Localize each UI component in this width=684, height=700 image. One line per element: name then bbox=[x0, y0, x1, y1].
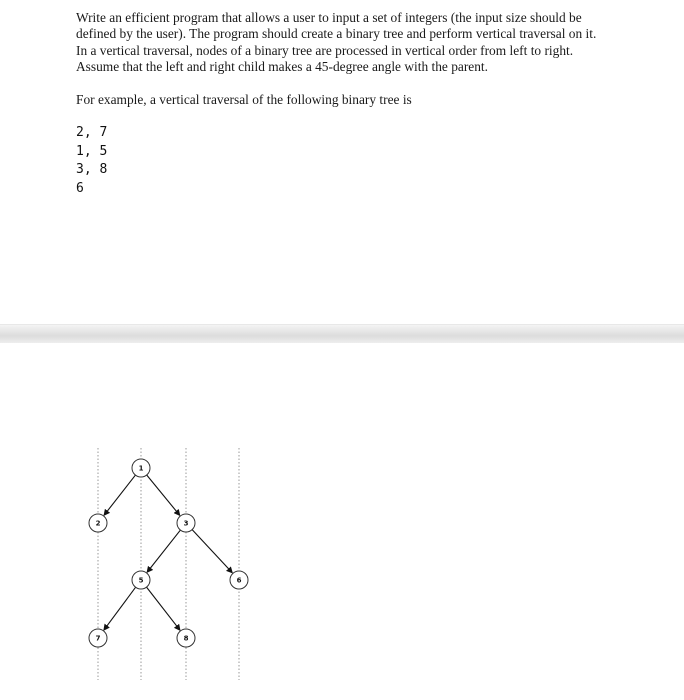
tree-node-label: 2 bbox=[95, 519, 101, 528]
tree-node-3 bbox=[177, 514, 195, 532]
problem-line-4: Assume that the left and right child makes a 45-degree angle with the parent. bbox=[76, 58, 488, 74]
problem-line-1: Write an efficient program that allows a user to input a set of integers (the input size should be bbox=[76, 10, 582, 25]
tree-node-7 bbox=[89, 629, 107, 647]
tree-node-label: 8 bbox=[183, 634, 189, 643]
output-line-3: 3, 8 bbox=[76, 162, 108, 177]
tree-edge-n1-n3 bbox=[147, 475, 180, 515]
binary-tree-diagram bbox=[0, 440, 684, 680]
output-line-2: 1, 5 bbox=[76, 143, 108, 159]
tree-edge-n1-n2 bbox=[104, 475, 135, 515]
tree-node-8 bbox=[177, 629, 195, 647]
traversal-output bbox=[76, 124, 107, 198]
tree-edge-n3-n6 bbox=[192, 530, 232, 573]
tree-edge-n5-n8 bbox=[147, 587, 180, 630]
output-line-1: 2, 7 bbox=[76, 125, 108, 140]
example-intro: For example, a vertical traversal of the following binary tree is bbox=[76, 92, 412, 107]
problem-line-2: defined by the user). The program should create a binary tree and perform vertical traversal on it. bbox=[76, 26, 597, 42]
tree-node-label: 3 bbox=[183, 519, 189, 528]
problem-line-3: In a vertical traversal, nodes of a binary tree are processed in vertical order from left to right. bbox=[76, 42, 574, 58]
tree-edge-n3-n5 bbox=[147, 530, 180, 572]
problem-statement bbox=[76, 10, 636, 75]
tree-node-label: 1 bbox=[138, 464, 144, 473]
output-line-4: 6 bbox=[76, 180, 84, 196]
tree-node-1 bbox=[132, 459, 150, 477]
tree-node-6 bbox=[230, 571, 248, 589]
section-divider bbox=[0, 324, 684, 343]
tree-node-2 bbox=[89, 514, 107, 532]
tree-node-5 bbox=[132, 571, 150, 589]
tree-node-label: 5 bbox=[138, 576, 144, 585]
tree-node-label: 7 bbox=[95, 634, 101, 643]
tree-edge-n5-n7 bbox=[104, 587, 136, 630]
tree-node-label: 6 bbox=[236, 576, 242, 585]
